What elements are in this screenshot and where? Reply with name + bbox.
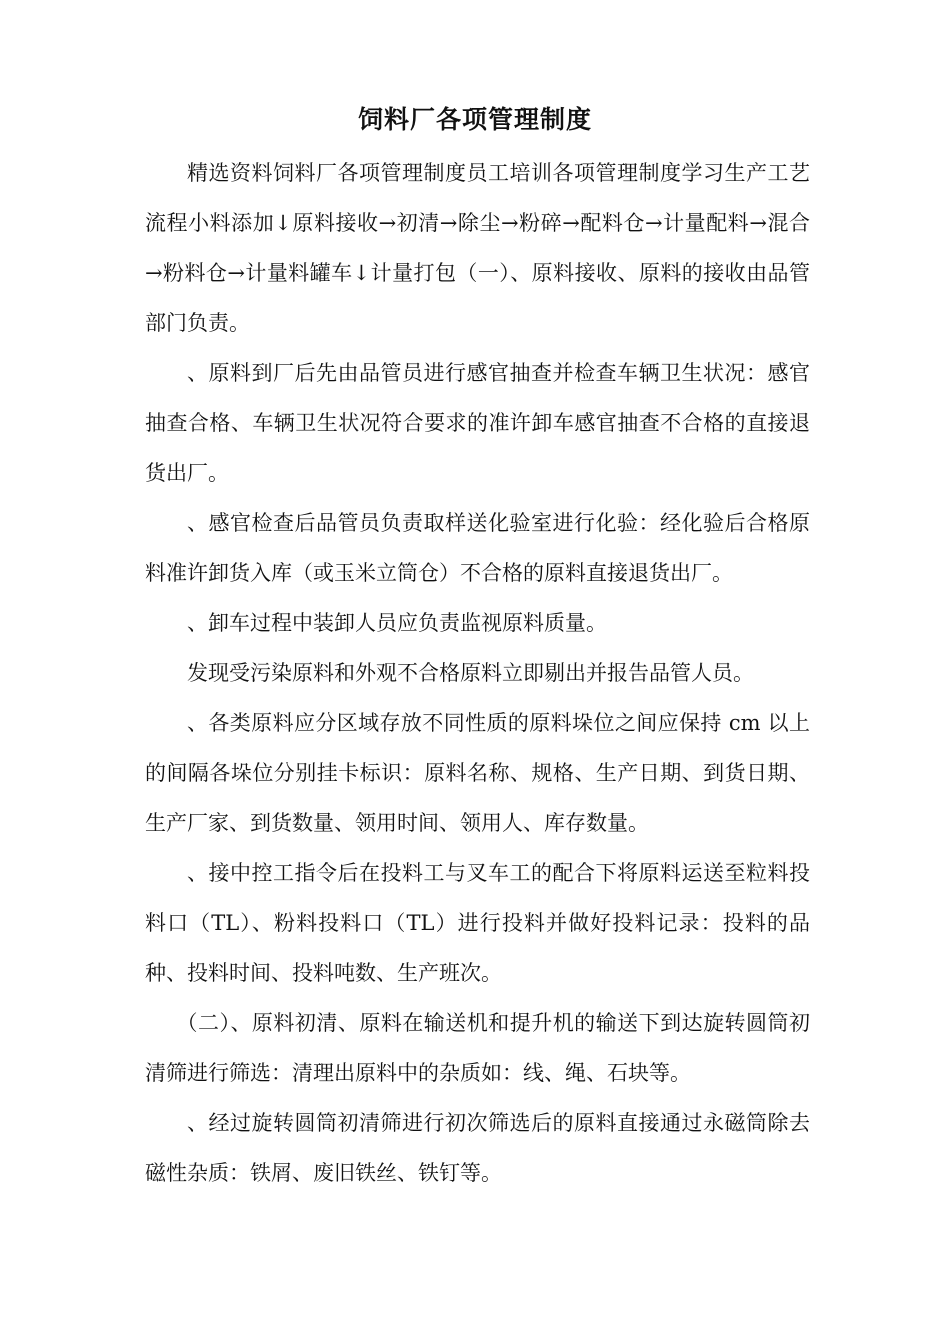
paragraph-contamination: 发现受污染原料和外观不合格原料立即剔出并报告品管人员。 [187,661,754,685]
paragraph-inspection: 、原料到厂后先由品管员进行感官抽查并检查车辆卫生状况：感官抽查合格、车辆卫生状况符合要求的准许卸车感官抽查不合格的直接退货出厂。 [145,361,810,485]
paragraph-cleaning: （二）、原料初清、原料在输送机和提升机的输送下到达旋转圆筒初清筛进行筛选：清理出原料中的杂质如：线、绳、石块等。 [145,1011,810,1085]
paragraph-intro: 精选资料饲料厂各项管理制度员工培训各项管理制度学习生产工艺流程小料添加↓原料接收→初清→除尘→粉碎→配料仓→计量配料→混合→粉料仓→计量料罐车↓计量打包（一）、原料接收、原料的接收由品管部门负责。 [145,161,810,335]
paragraph-magnetic: 、经过旋转圆筒初清筛进行初次筛选后的原料直接通过永磁筒除去磁性杂质：铁屑、废旧铁丝、铁钉等。 [145,1111,810,1185]
paragraph-storage: 、各类原料应分区域存放不同性质的原料垛位之间应保持 cm 以上的间隔各垛位分别挂卡标识：原料名称、规格、生产日期、到货日期、生产厂家、到货数量、领用时间、领用人、库存数量。 [145,711,810,835]
paragraph-lab-test: 、感官检查后品管员负责取样送化验室进行化验：经化验后合格原料准许卸货入库（或玉米立筒仓）不合格的原料直接退货出厂。 [145,511,810,585]
document-body [145,148,810,1198]
paragraph-feeding: 、接中控工指令后在投料工与叉车工的配合下将原料运送至粒料投料口（TL）、粉料投料口（TL）进行投料并做好投料记录：投料的品种、投料时间、投料吨数、生产班次。 [145,861,810,985]
paragraph-unloading: 、卸车过程中装卸人员应负责监视原料质量。 [187,611,607,635]
document-title: 饲料厂各项管理制度 [357,105,592,134]
